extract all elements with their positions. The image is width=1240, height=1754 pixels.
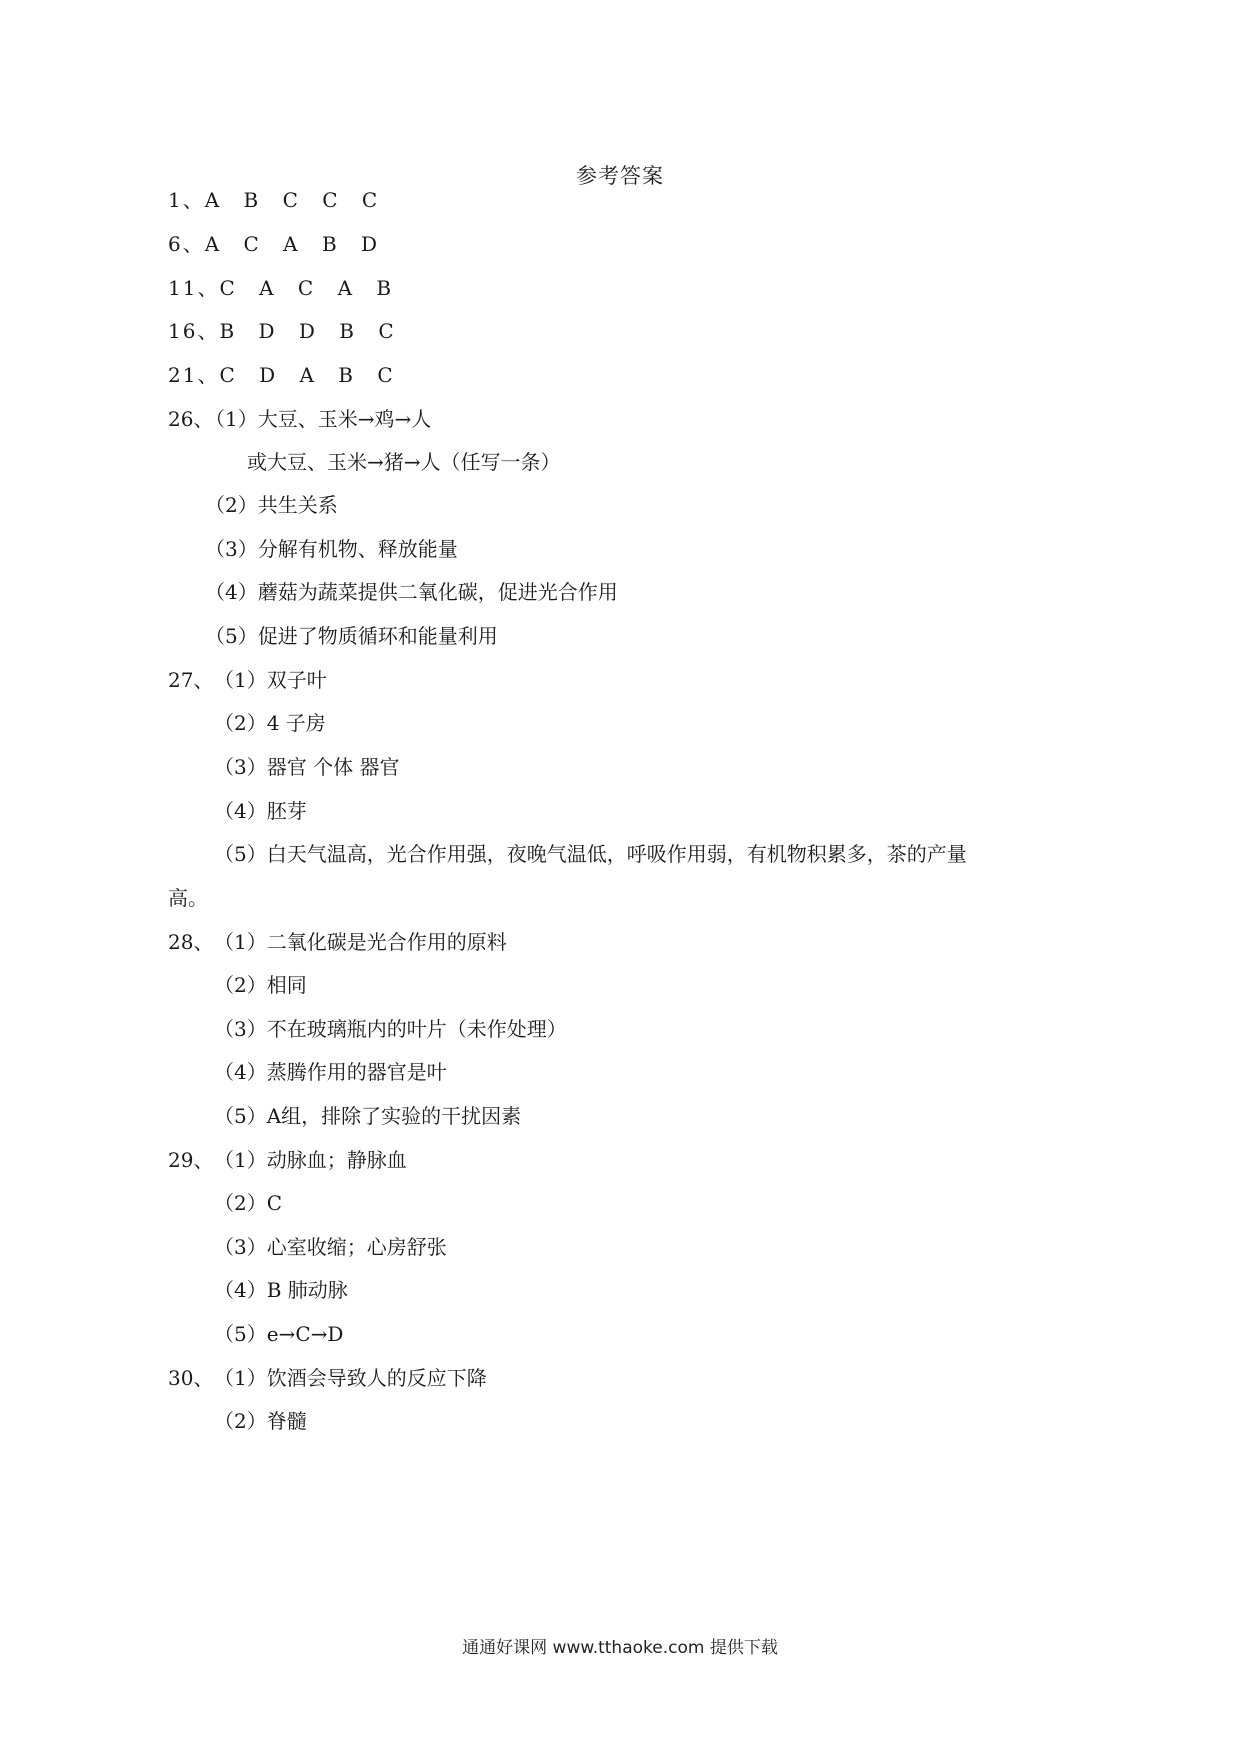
q29-answer-5: （5）e→C→D <box>214 1322 344 1346</box>
mc-row-6: 6、A C A B D <box>168 232 380 256</box>
q28-answer-2: （2）相同 <box>214 973 307 997</box>
q27-answer-5: （5）白天气温高，光合作用强，夜晚气温低，呼吸作用弱，有机物积累多，茶的产量 <box>214 842 967 866</box>
q27-number: 27、 <box>168 668 214 692</box>
q28-answer-5: （5）A组，排除了实验的干扰因素 <box>214 1104 522 1128</box>
q26-answer-1-alt: 或大豆、玉米→猪→人（任写一条） <box>247 450 561 474</box>
q28-answer-4: （4）蒸腾作用的器官是叶 <box>214 1060 447 1084</box>
q29-answer-4: （4）B 肺动脉 <box>214 1278 348 1302</box>
q29-number: 29、 <box>168 1148 214 1172</box>
q27-answer-4: （4）胚芽 <box>214 799 307 823</box>
q26-answer-2: （2）共生关系 <box>205 493 338 517</box>
mc-row-11: 11、C A C A B <box>168 276 394 300</box>
q30-answer-1: （1）饮酒会导致人的反应下降 <box>214 1366 487 1390</box>
mc-row-21: 21、C D A B C <box>168 363 395 387</box>
q26-answer-3: （3）分解有机物、释放能量 <box>205 537 458 561</box>
q26-answer-1: （1）大豆、玉米→鸡→人 <box>205 407 432 431</box>
mc-row-1: 1、A B C C C <box>168 188 380 212</box>
q29-answer-2: （2）C <box>214 1191 283 1215</box>
q27-answer-3: （3）器官 个体 器官 <box>214 755 400 779</box>
q26-number: 26、 <box>168 407 214 431</box>
q27-answer-1: （1）双子叶 <box>214 668 327 692</box>
footer-source: 通通好课网 www.tthaoke.com 提供下载 <box>462 1638 778 1658</box>
q29-answer-1: （1）动脉血；静脉血 <box>214 1148 407 1172</box>
q28-answer-3: （3）不在玻璃瓶内的叶片（未作处理） <box>214 1017 567 1041</box>
q29-answer-3: （3）心室收缩；心房舒张 <box>214 1235 447 1259</box>
mc-row-16: 16、B D D B C <box>168 319 396 343</box>
q28-number: 28、 <box>168 930 214 954</box>
q30-answer-2: （2）脊髓 <box>214 1409 307 1433</box>
q27-answer-2: （2）4 子房 <box>214 711 326 735</box>
q27-answer-5-cont: 高。 <box>168 886 208 910</box>
q26-answer-4: （4）蘑菇为蔬菜提供二氧化碳，促进光合作用 <box>205 580 618 604</box>
q28-answer-1: （1）二氧化碳是光合作用的原料 <box>214 930 507 954</box>
q26-answer-5: （5）促进了物质循环和能量利用 <box>205 624 498 648</box>
page-title: 参考答案 <box>576 164 664 188</box>
q30-number: 30、 <box>168 1366 214 1390</box>
